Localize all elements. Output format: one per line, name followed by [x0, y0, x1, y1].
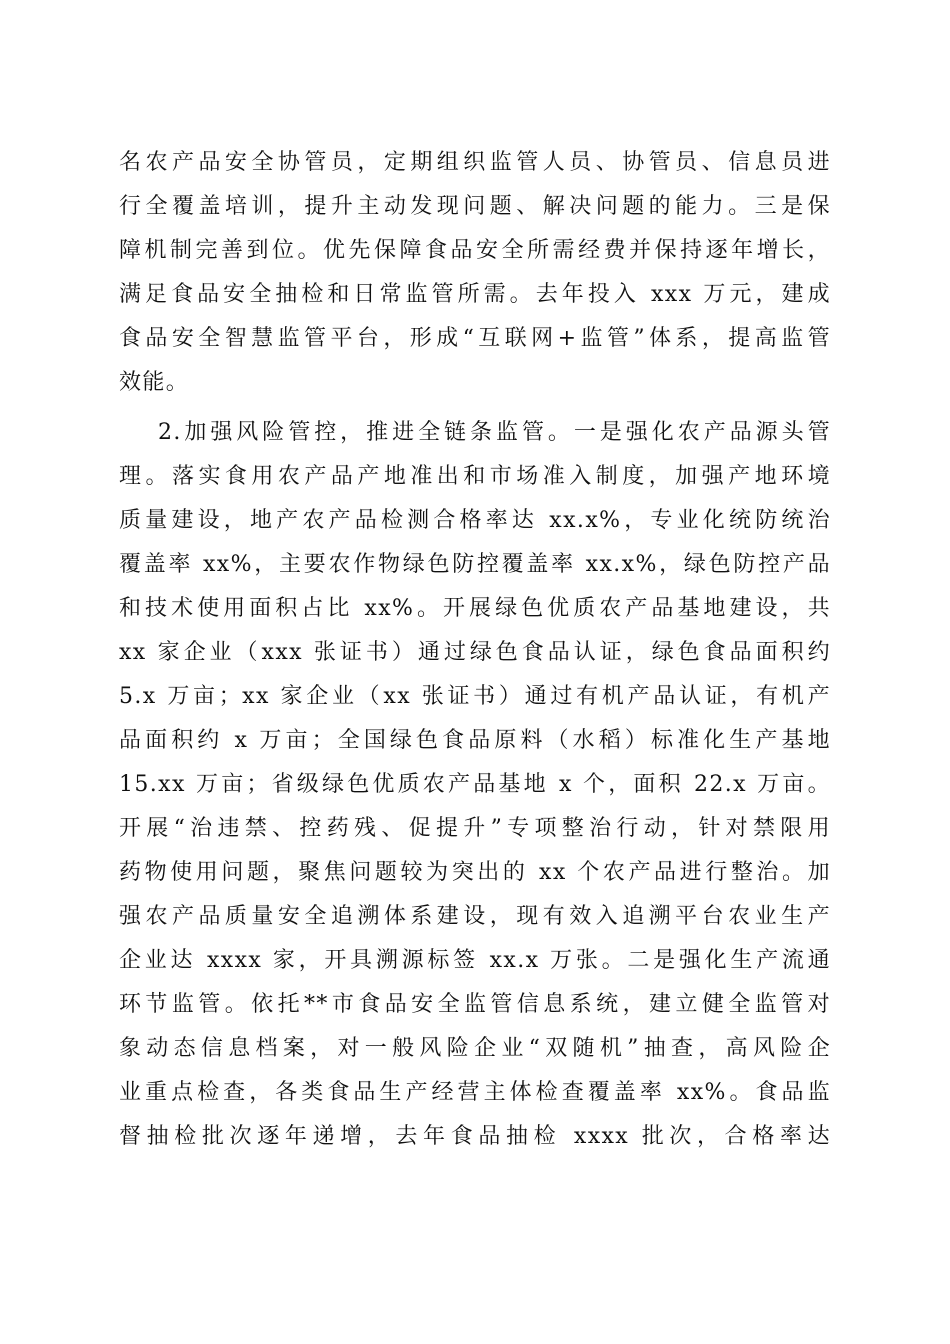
text-line-20: 环节监管。依托**市食品安全监管信息系统，建立健全监管对 [119, 992, 831, 1017]
text-line-9: 质量建设，地产农产品检测合格率达 xx.x%，专业化统防统治 [119, 508, 831, 533]
text-line-19: 企业达 xxxx 家，开具溯源标签 xx.x 万张。二是强化生产流通 [119, 948, 831, 973]
text-line-18: 强农产品质量安全追溯体系建设，现有效入追溯平台农业生产 [119, 904, 831, 929]
text-line-12: xx 家企业（xxx 张证书）通过绿色食品认证，绿色食品面积约 [119, 640, 831, 665]
text-line-10: 覆盖率 xx%，主要农作物绿色防控覆盖率 xx.x%，绿色防控产品 [119, 552, 831, 577]
text-line-5: 食品安全智慧监管平台，形成“互联网+监管”体系，提高监管 [119, 326, 831, 351]
text-line-14: 品面积约 x 万亩；全国绿色食品原料（水稻）标准化生产基地 [119, 728, 831, 753]
text-line-8: 理。落实食用农产品产地准出和市场准入制度，加强产地环境 [119, 464, 831, 489]
text-line-15: 15.xx 万亩；省级绿色优质农产品基地 x 个，面积 22.x 万亩。 [119, 772, 831, 797]
text-line-1: 名农产品安全协管员，定期组织监管人员、协管员、信息员进 [119, 150, 831, 175]
text-line-17: 药物使用问题，聚焦问题较为突出的 xx 个农产品进行整治。加 [119, 860, 831, 885]
text-line-11: 和技术使用面积占比 xx%。开展绿色优质农产品基地建设，共 [119, 596, 831, 621]
text-line-7: 2.加强风险管控，推进全链条监管。一是强化农产品源头管 [158, 420, 831, 445]
text-line-13: 5.x 万亩；xx 家企业（xx 张证书）通过有机产品认证，有机产 [119, 684, 831, 709]
text-line-23: 督抽检批次逐年递增，去年食品抽检 xxxx 批次，合格率达 [119, 1124, 831, 1149]
text-line-22: 业重点检查，各类食品生产经营主体检查覆盖率 xx%。食品监 [119, 1080, 831, 1105]
text-line-6: 效能。 [119, 370, 190, 395]
text-line-21: 象动态信息档案，对一般风险企业“双随机”抽查，高风险企 [119, 1036, 831, 1061]
text-line-2: 行全覆盖培训，提升主动发现问题、解决问题的能力。三是保 [119, 194, 831, 219]
text-line-3: 障机制完善到位。优先保障食品安全所需经费并保持逐年增长， [119, 238, 831, 263]
text-line-4: 满足食品安全抽检和日常监管所需。去年投入 xxx 万元，建成 [119, 282, 831, 307]
text-line-16: 开展“治违禁、控药残、促提升”专项整治行动，针对禁限用 [119, 816, 831, 841]
